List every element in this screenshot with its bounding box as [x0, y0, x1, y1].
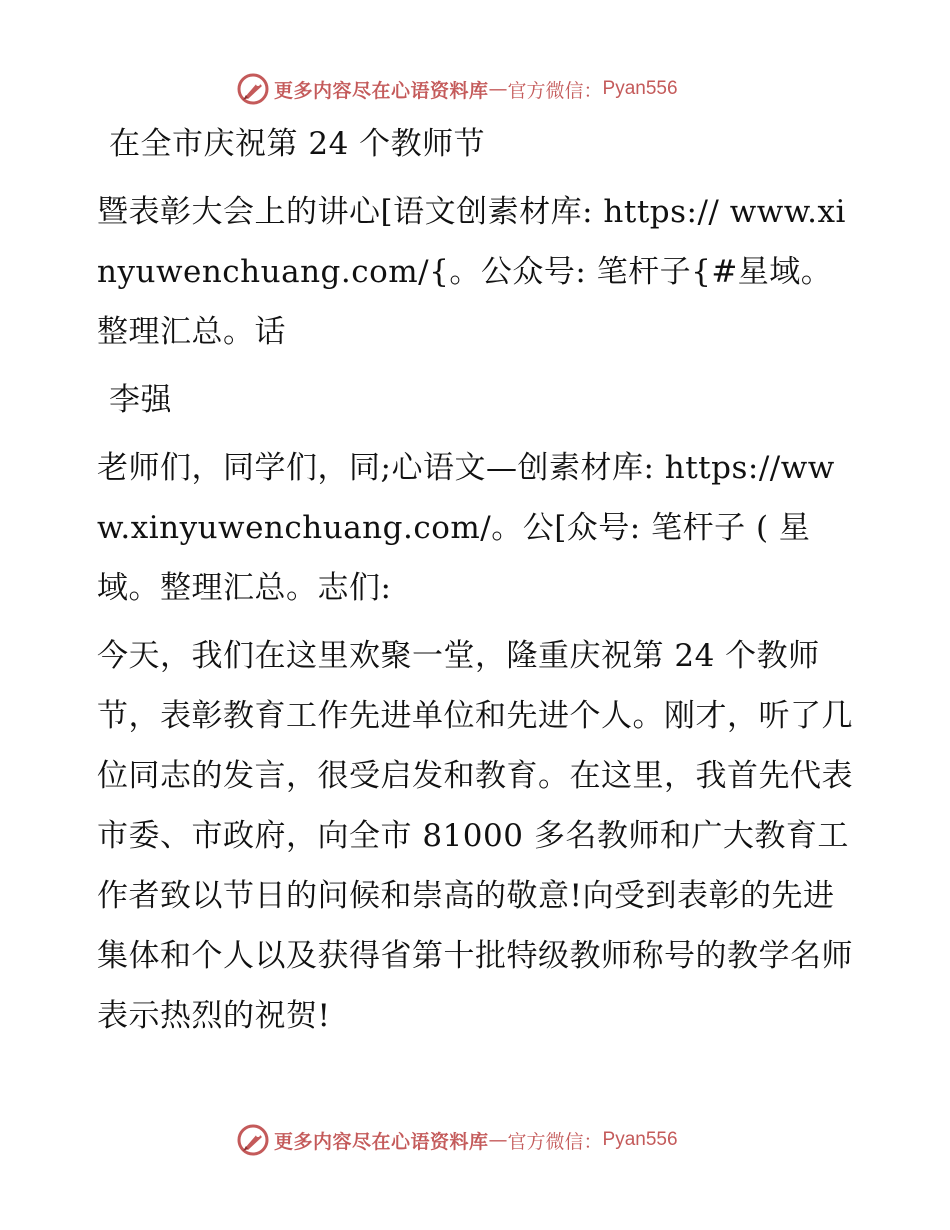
- banner-separator: —: [488, 1129, 508, 1151]
- banner-separator: —: [488, 78, 508, 100]
- title-line-2: 暨表彰大会上的讲心[语文创素材库: https:// www.xinyuwenchuang.com/{。公众号: 笔杆子{#星域。整理汇总。话: [97, 194, 846, 350]
- pen-nib-logo-icon: [236, 1123, 270, 1157]
- spacer: [97, 362, 857, 370]
- banner-wechat-id: Pyan556: [602, 1129, 678, 1150]
- spacer: [97, 174, 857, 182]
- banner-wechat-label: 官方微信：: [507, 1130, 603, 1153]
- document-body: [97, 114, 857, 1046]
- footer-banner: [236, 1123, 678, 1157]
- spacer: [97, 618, 857, 626]
- pen-nib-logo-icon: [236, 72, 270, 106]
- body-paragraph: 今天，我们在这里欢聚一堂，隆重庆祝第 24 个教师节，表彰教育工作先进单位和先进个人。刚才，听了几位同志的发言，很受启发和教育。在这里，我首先代表市委、市政府，向全市 81000 多名教师和广大教育工作者致以节日的问候和崇高的敬意!向受到表彰的先进集体和个人以及获得省第十批特级教师称号的教学名师表示热烈的祝贺!: [97, 638, 853, 1034]
- header-banner: [236, 72, 678, 106]
- spacer: [97, 430, 857, 438]
- banner-wechat-label: 官方微信：: [507, 79, 603, 102]
- banner-wechat-id: Pyan556: [602, 78, 678, 99]
- salutation: 老师们，同学们，同;心语文—创素材库: https://www.xinyuwenchuang.com/。公[众号: 笔杆子 ( 星域。整理汇总。志们:: [97, 450, 835, 606]
- banner-main-text: 更多内容尽在心语资料库: [274, 79, 489, 102]
- speaker-name: 李强: [109, 382, 172, 418]
- title-line-1: 在全市庆祝第 24 个教师节: [109, 126, 486, 162]
- banner-main-text: 更多内容尽在心语资料库: [274, 1130, 489, 1153]
